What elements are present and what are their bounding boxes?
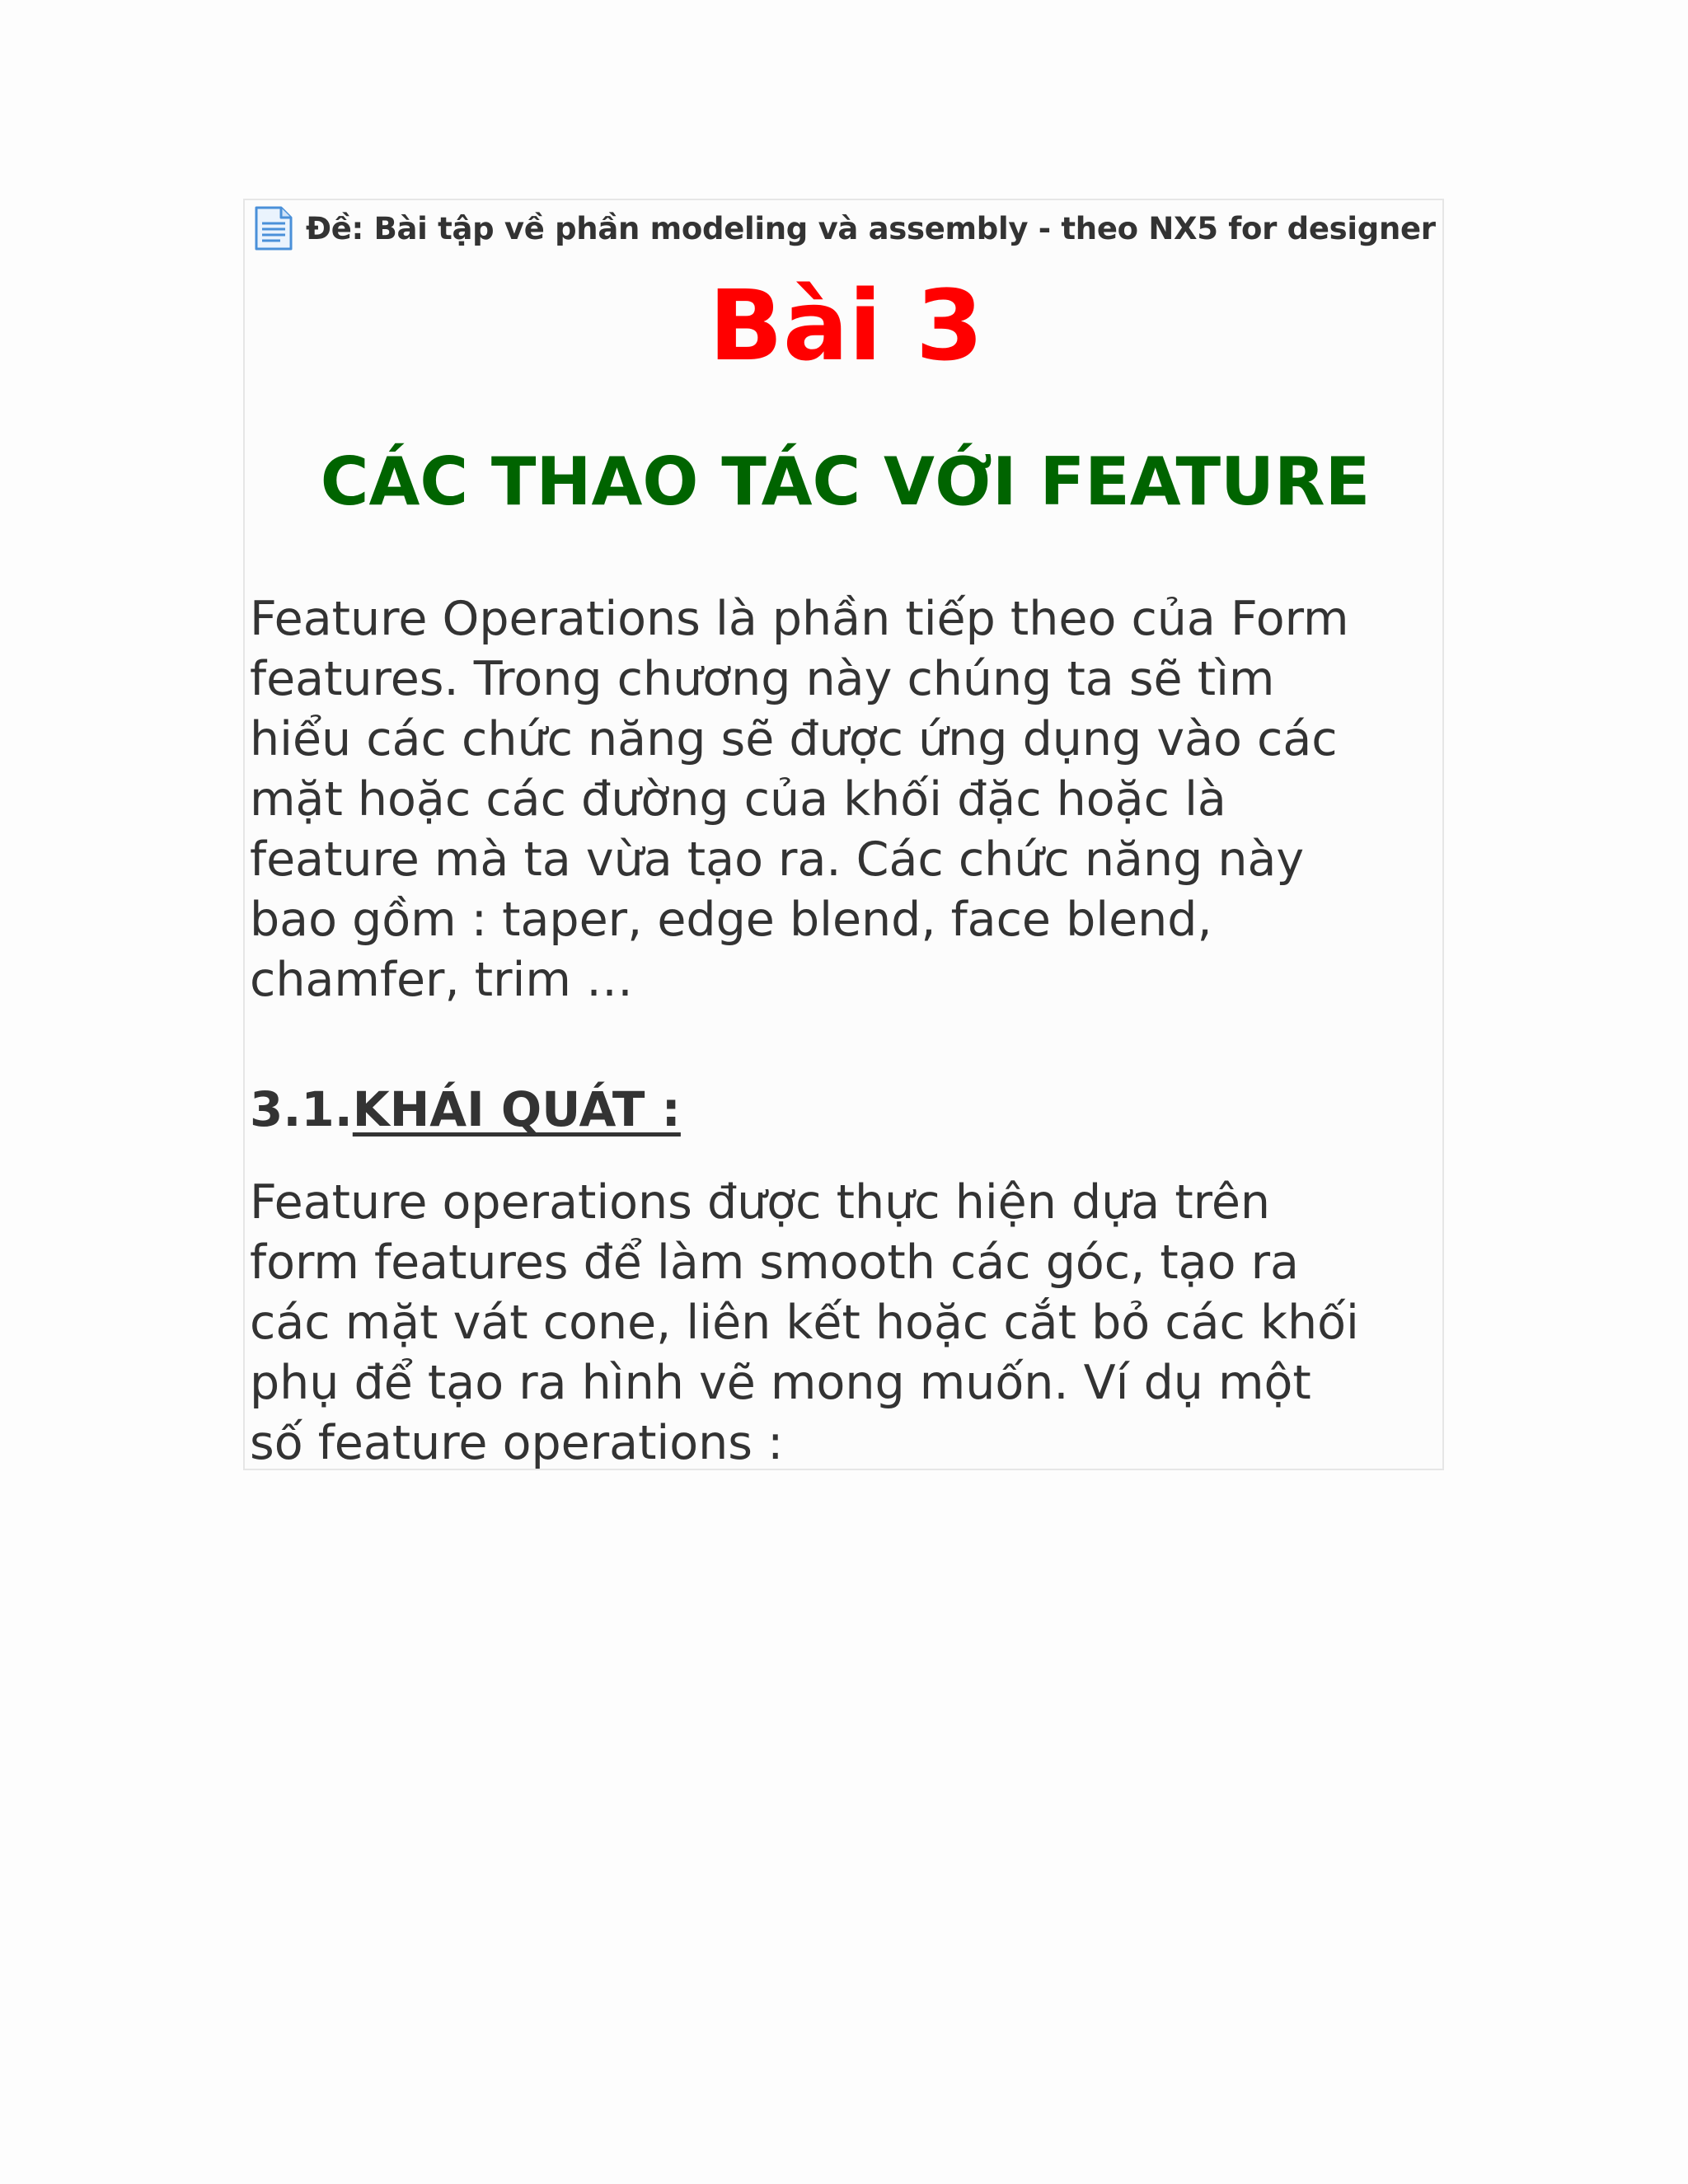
paragraph-line: các mặt vát cone, liên kết hoặc cắt bỏ các khối: [250, 1296, 1359, 1350]
section-paragraph: [250, 1173, 1437, 1474]
post-title[interactable]: Đề: Bài tập về phần modeling và assembly - theo NX5 for designer: [306, 210, 1436, 246]
document-icon: [253, 205, 294, 251]
paragraph-line: Feature Operations là phần tiếp theo của Form: [250, 592, 1349, 646]
paragraph-line: feature mà ta vừa tạo ra. Các chức năng này: [250, 832, 1305, 887]
paragraph-line: Feature operations được thực hiện dựa trên: [250, 1175, 1271, 1230]
chapter-title: CÁC THAO TÁC VỚI FEATURE: [320, 443, 1371, 520]
paragraph-line: mặt hoặc các đường của khối đặc hoặc là: [250, 772, 1226, 827]
intro-paragraph: [250, 589, 1437, 1010]
section-number: 3.1.: [250, 1081, 353, 1137]
paragraph-line: bao gồm : taper, edge blend, face blend,: [250, 893, 1212, 947]
post-header: [253, 204, 1434, 253]
paragraph-line: số feature operations :: [250, 1416, 784, 1470]
paragraph-line: form features để làm smooth các góc, tạo ra: [250, 1235, 1299, 1290]
lesson-number: Bài 3: [708, 269, 984, 382]
paragraph-line: features. Trong chương này chúng ta sẽ tìm: [250, 652, 1275, 706]
paragraph-line: hiểu các chức năng sẽ được ứng dụng vào các: [250, 712, 1338, 766]
forum-post-box: [243, 199, 1444, 1470]
paragraph-line: chamfer, trim …: [250, 953, 633, 1007]
paragraph-line: phụ để tạo ra hình vẽ mong muốn. Ví dụ một: [250, 1356, 1311, 1410]
section-heading: [250, 1076, 681, 1142]
section-title: KHÁI QUÁT :: [352, 1081, 681, 1137]
